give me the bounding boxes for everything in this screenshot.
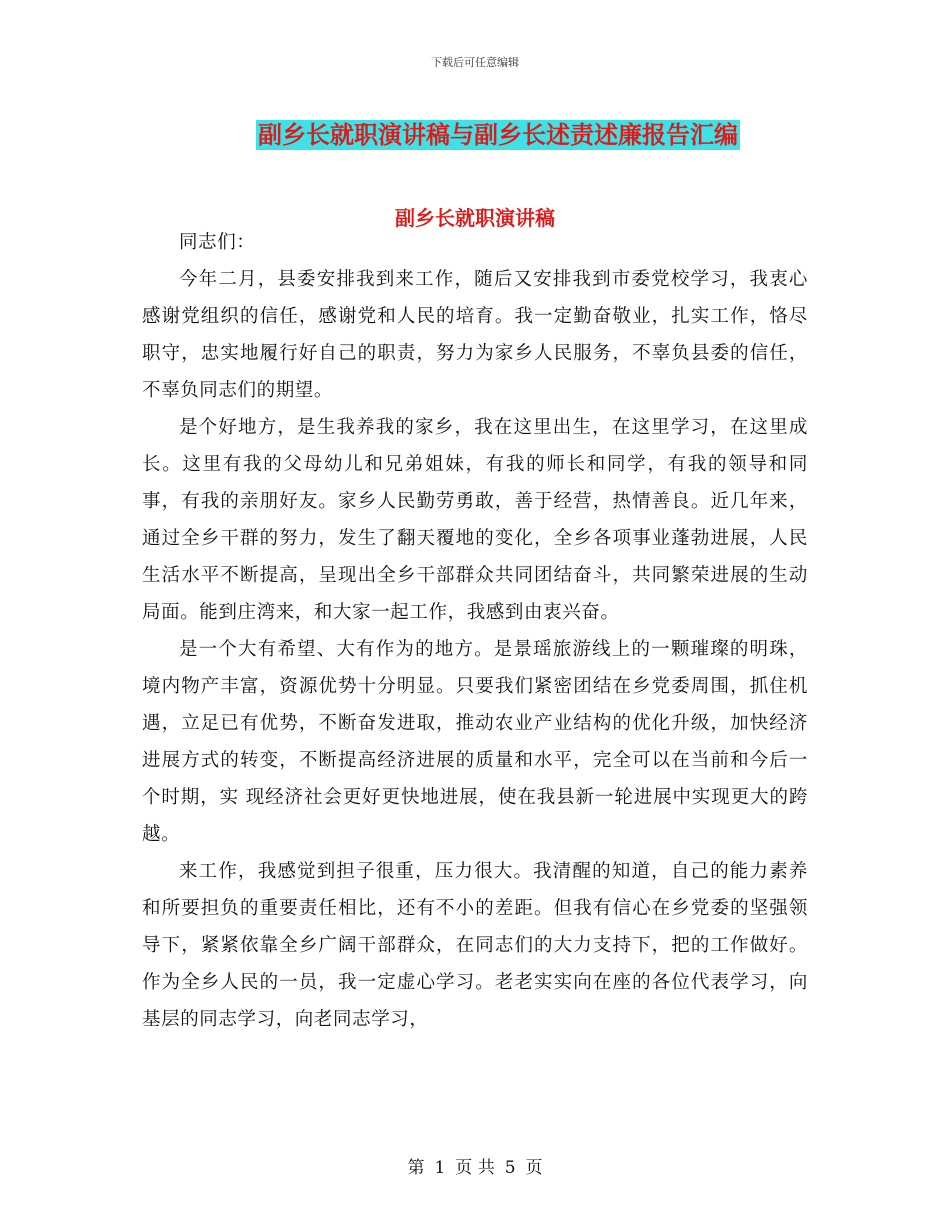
footer-suffix: 页 [525,1158,543,1178]
body-paragraph: 是一个大有希望、大有作为的地方。是景瑶旅游线上的一颗璀璨的明珠，境内物产丰富，资源优势十分明显。只要我们紧密团结在乡党委周围，抓住机遇，立足已有优势，不断奋发进取，推动农业产业结构的优化升级，加快经济进展方式的转变，不断提高经济进展的质量和水平，完全可以在当前和今后一个时期，实 现经济社会更好更快地进展，使在我县新一轮进展中实现更大的跨越。 [142,639,808,845]
footer-prefix: 第 [407,1158,425,1178]
document-title-text: 副乡长就职演讲稿与副乡长述责述廉报告汇编 [258,121,738,149]
section-title: 副乡长就职演讲稿 [395,206,555,230]
total-page-count: 5 [504,1158,516,1178]
current-page-number: 1 [434,1158,446,1178]
document-body [142,224,808,1038]
document-title [0,113,950,151]
body-paragraph: 是个好地方，是生我养我的家乡，我在这里出生，在这里学习，在这里成长。这里有我的父母幼儿和兄弟姐妹，有我的师长和同学，有我的领导和同事，有我的亲朋好友。家乡人民勤劳勇敢，善于经营，热情善良。近几年来，通过全乡干群的努力，发生了翻天覆地的变化，全乡各项事业蓬勃进展，人民生活水平不断提高，呈现出全乡干部群众共同团结奋斗，共同繁荣进展的生动局面。能到庄湾来，和大家一起工作，我感到由衷兴奋。 [142,417,808,623]
header-note: 下载后可任意编辑 [431,56,519,69]
body-paragraph: 来工作，我感觉到担子很重，压力很大。我清醒的知道，自己的能力素养和所要担负的重要责任相比，还有不小的差距。但我有信心在乡党委的坚强领导下，紧紧依靠全乡广阔干部群众，在同志们的大力支持下，把的工作做好。作为全乡人民的一员，我一定虚心学习。老老实实向在座的各位代表学习，向基层的同志学习，向老同志学习， [142,861,808,1030]
footer-middle: 页 共 [455,1158,495,1178]
body-paragraph: 今年二月，县委安排我到来工作，随后又安排我到市委党校学习，我衷心感谢党组织的信任，感谢党和人民的培育。我一定勤奋敬业，扎实工作，恪尽职守，忠实地履行好自己的职责，努力为家乡人民服务，不辜负县委的信任，不辜负同志们的期望。 [142,269,808,401]
page-footer [0,1153,950,1178]
salutation: 同志们： [179,232,256,253]
